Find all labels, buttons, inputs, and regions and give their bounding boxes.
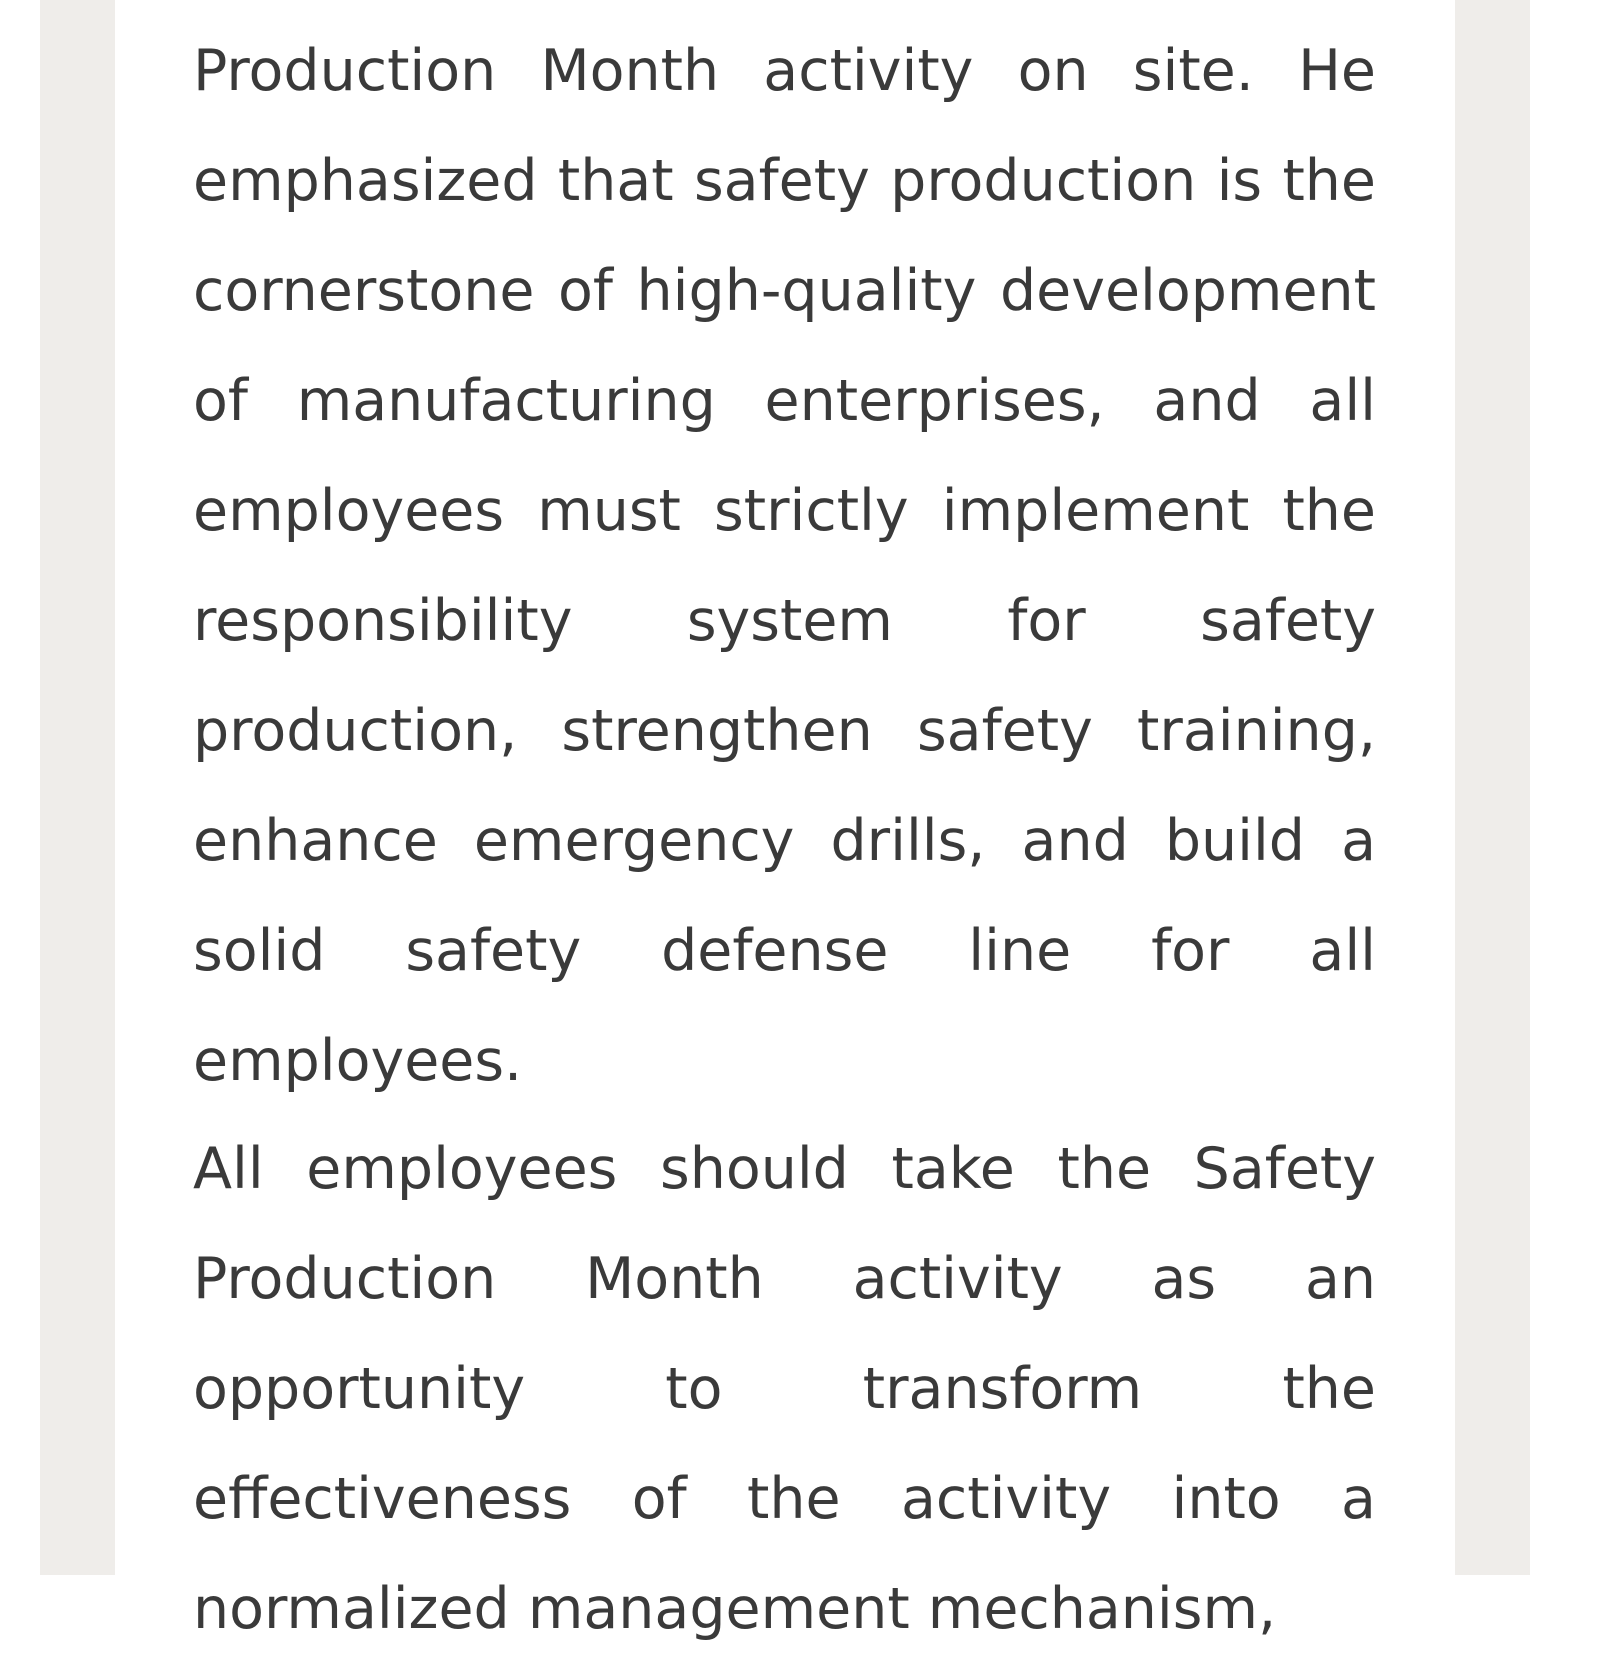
article-paragraph: All employees should take the Safety Production Month activity as an opportunity to transform the effectiveness of the activity into a normalized management mechanism, (193, 1136, 1376, 1642)
article-body (193, 0, 1376, 1642)
article-paragraph: Production Month activity on site. He emphasized that safety production is the cornerstone of high-quality development of manufacturing enterprises, and all employees must strictly implement the responsibility system for safety production, strengthen safety training, enhance emergency drills, and build a solid safety defense line for all employees. (193, 38, 1376, 1094)
